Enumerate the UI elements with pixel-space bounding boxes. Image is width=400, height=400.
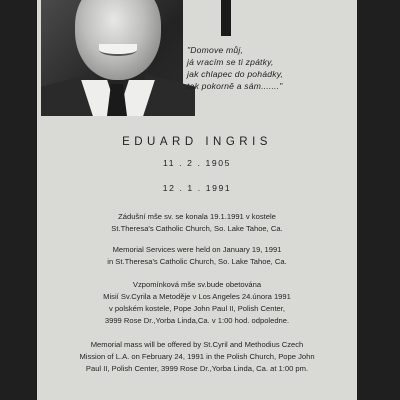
portrait-photo — [41, 0, 183, 116]
birth-date: 11 . 2 . 1905 — [163, 158, 231, 168]
czech-service-line: St.Theresa's Catholic Church, So. Lake Tahoe, Ca. — [111, 224, 283, 233]
mourning-bar — [221, 0, 231, 36]
english-mass-line: Paul II, Polish Center, 3999 Rose Dr.,Yorba Linda, Ca. at 1:00 pm. — [85, 364, 309, 373]
czech-mass-line: 3999 Rose Dr.,Yorba Linda,Ca. v 1:00 hod. odpoledne. — [104, 316, 290, 325]
czech-mass-line: v polském kostele, Pope John Paul II, Polish Center, — [108, 304, 286, 313]
death-date: 12 . 1 . 1991 — [162, 183, 232, 193]
poem-line: tak pokorně a sám......." — [187, 81, 283, 91]
english-mass-line: Memorial mass will be offered by St.Cyril and Methodius Czech — [90, 340, 304, 349]
czech-mass-line: Vzpomínková mše sv.bude obetována — [132, 280, 262, 289]
poem-line: "Domove můj, — [187, 45, 244, 55]
czech-mass-line: Misií Sv.Cyrila a Metoděje v Los Angeles 24.února 1991 — [103, 292, 291, 301]
poem-line: já vracím se ti zpátky, — [187, 57, 274, 67]
poem — [187, 44, 355, 92]
poem-line: jak chlapec do pohádky, — [187, 69, 284, 79]
english-mass-line: Mission of L.A. on February 24, 1991 in the Polish Church, Pope John — [79, 352, 315, 361]
memorial-card — [37, 0, 357, 400]
english-service-line: Memorial Services were held on January 19, 1991 — [112, 245, 282, 254]
czech-service-line: Zádušní mše sv. se konala 19.1.1991 v kostele — [118, 212, 276, 221]
deceased-name: EDUARD INGRIS — [122, 136, 272, 148]
english-service-line: in St.Theresa's Catholic Church, So. Lake Tahoe, Ca. — [107, 257, 287, 266]
